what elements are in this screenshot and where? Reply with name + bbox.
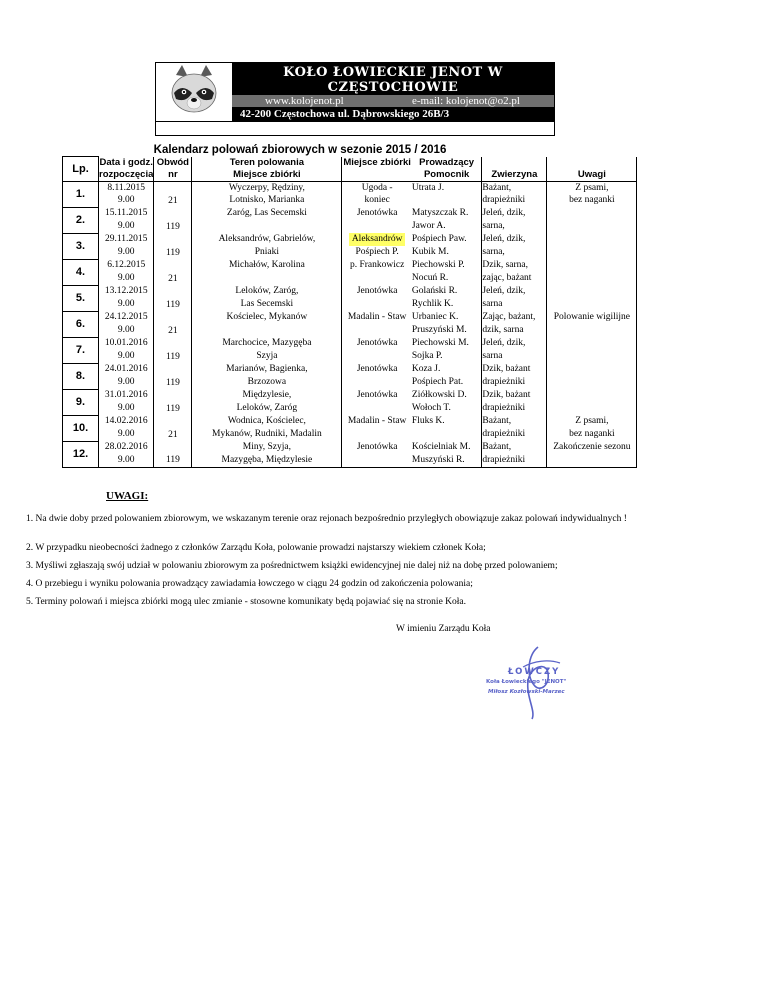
row-miejsce-line1: Jenotówka <box>356 442 398 452</box>
email-link[interactable]: e-mail: kolojenot@o2.pl <box>412 95 520 107</box>
row-teren <box>192 363 342 389</box>
row-time-value: 9.00 <box>117 324 135 335</box>
table-row <box>63 415 637 441</box>
row-pomocnik-line2: Pruszyński M. <box>411 324 467 335</box>
row-zwierzyna <box>482 285 547 311</box>
row-teren-line1: Kościelec, Mykanów <box>226 312 308 322</box>
row-time-value: 9.00 <box>117 220 135 231</box>
table-row <box>63 233 637 259</box>
calendar-title: Kalendarz polowań zbiorowych w sezonie 2015 / 2016 <box>153 144 447 156</box>
row-date <box>99 415 154 441</box>
row-miejsce-line1: Madalin - Staw <box>347 312 407 322</box>
note-1: 1. Na dwie doby przed polowaniem zbiorowym, we wskazanym terenie oraz rejonach bezpośrednio przyległych obowiązuje zakaz polowań indywidualnych ! <box>26 514 627 524</box>
row-uwagi <box>547 389 637 415</box>
row-uwagi <box>547 441 637 467</box>
header-date <box>99 157 154 182</box>
row-zwierzyna-line1: Jeleń, dzik, <box>482 234 526 244</box>
row-teren-line2: Szyja <box>256 350 278 361</box>
table-header-row <box>63 157 637 182</box>
row-miejsce <box>342 337 412 363</box>
row-zwierzyna-line1: Bażant, <box>482 182 512 193</box>
row-teren-line1: Aleksandrów, Gabrielów, <box>218 234 316 244</box>
row-pomocnik-line2: Nocuń R. <box>411 272 449 283</box>
row-obwod: 21 <box>154 181 192 207</box>
row-teren <box>192 311 342 337</box>
row-obwod: 119 <box>154 233 192 259</box>
row-prowadzacy-line1: Matyszczak R. <box>411 208 469 218</box>
table-row <box>63 337 637 363</box>
row-date-value: 14.02.2016 <box>104 416 148 426</box>
row-lp: 6. <box>63 311 99 337</box>
header-teren-line1: Teren polowania <box>229 156 305 168</box>
row-zwierzyna-line1: Jeleń, dzik, <box>482 338 526 348</box>
row-teren <box>192 181 342 207</box>
row-uwagi <box>547 415 637 441</box>
row-obwod: 119 <box>154 207 192 233</box>
table-row <box>63 389 637 415</box>
row-miejsce-line1: p. Frankowicz <box>349 260 405 270</box>
row-time-value: 9.00 <box>117 376 135 387</box>
row-obwod: 119 <box>154 337 192 363</box>
row-miejsce <box>342 207 412 233</box>
row-zwierzyna-line2: sarna, <box>482 220 505 231</box>
row-lp: 2. <box>63 207 99 233</box>
club-title-line2: CZĘSTOCHOWIE <box>327 80 459 95</box>
row-prowadzacy-line1: Kościelniak M. <box>411 442 471 452</box>
row-date-value: 29.11.2015 <box>104 234 148 244</box>
hunt-calendar-table <box>62 156 637 468</box>
row-pomocnik-line2: Wołoch T. <box>411 402 451 413</box>
note-5: 5. Terminy polowań i miejsca zbiórki mogą ulec zmianie - stosowne komunikaty będą pojawiać się na stronie Koła. <box>26 597 467 607</box>
row-zwierzyna-line2: drapieżniki <box>482 376 526 387</box>
row-miejsce-line1: Ugoda - <box>361 182 393 193</box>
row-zwierzyna-line1: Bażant, <box>482 416 512 426</box>
row-date-value: 10.01.2016 <box>104 338 148 348</box>
row-zwierzyna-line2: sarna, <box>482 246 505 257</box>
header-zwierzyna-line: Zwierzyna <box>491 168 538 180</box>
row-miejsce-line1: Aleksandrów <box>349 233 406 246</box>
row-lp: 12. <box>63 441 99 467</box>
row-zwierzyna <box>482 181 547 207</box>
row-teren <box>192 415 342 441</box>
header-zwierzyna <box>482 157 547 182</box>
row-teren-line1: Miny, Szyja, <box>242 442 291 452</box>
row-lp: 4. <box>63 259 99 285</box>
row-miejsce <box>342 441 412 467</box>
row-uwagi-line1: Zakończenie sezonu <box>553 442 631 452</box>
row-teren-line2: Leloków, Zaróg <box>236 402 298 413</box>
row-uwagi-line1: Z psami, <box>575 182 609 193</box>
row-uwagi <box>547 207 637 233</box>
header-prow-line1: Prowadzący <box>419 156 475 168</box>
row-miejsce-line1: Jenotówka <box>356 364 398 374</box>
row-zwierzyna-line1: Zając, bażant, <box>482 312 536 322</box>
signature-caption: W imieniu Zarządu Koła <box>396 624 491 634</box>
table-row <box>63 311 637 337</box>
row-teren <box>192 441 342 467</box>
row-prowadzacy <box>412 207 482 233</box>
table-row <box>63 441 637 467</box>
row-obwod: 119 <box>154 389 192 415</box>
stamp-name: Miłosz Kozłowski-Marzec <box>488 689 565 695</box>
row-obwod: 21 <box>154 415 192 441</box>
club-title-line1: KOŁO ŁOWIECKIE JENOT W <box>283 65 503 80</box>
row-date <box>99 207 154 233</box>
header-bottom-strip <box>156 121 554 135</box>
row-uwagi-line1: Polowanie wigilijne <box>553 312 631 322</box>
row-zwierzyna-line2: drapieżniki <box>482 428 526 439</box>
row-prowadzacy <box>412 415 482 441</box>
row-uwagi <box>547 259 637 285</box>
row-obwod: 21 <box>154 311 192 337</box>
row-miejsce <box>342 363 412 389</box>
table-row <box>63 285 637 311</box>
row-prowadzacy-line1: Piechowski M. <box>411 338 469 348</box>
row-teren-line1: Międzylesie, <box>242 390 292 400</box>
row-zwierzyna <box>482 233 547 259</box>
row-miejsce <box>342 259 412 285</box>
row-zwierzyna-line2: zając, bażant <box>482 272 532 283</box>
row-miejsce-line1: Jenotówka <box>356 208 398 218</box>
row-uwagi-line2: bez naganki <box>569 428 615 439</box>
row-lp: 8. <box>63 363 99 389</box>
row-zwierzyna-line1: Jeleń, dzik, <box>482 208 526 218</box>
row-zwierzyna <box>482 415 547 441</box>
header-uwagi-line: Uwagi <box>577 168 606 180</box>
row-uwagi <box>547 337 637 363</box>
row-prowadzacy <box>412 233 482 259</box>
row-time-value: 9.00 <box>117 454 135 465</box>
website-link[interactable]: www.kolojenot.pl <box>265 95 344 107</box>
header-miejsce-line1: Miejsce zbiórki <box>343 156 411 168</box>
row-date <box>99 441 154 467</box>
header-date-line1: Data i godz. <box>99 156 153 168</box>
row-zwierzyna-line1: Dzik, sarna, <box>482 260 529 270</box>
row-prowadzacy-line1: Pośpiech Paw. <box>411 234 467 244</box>
row-date <box>99 233 154 259</box>
official-stamp <box>468 645 618 720</box>
table-row <box>63 259 637 285</box>
row-miejsce <box>342 181 412 207</box>
row-teren-line1: Leloków, Zaróg, <box>235 286 299 296</box>
row-pomocnik-line2: Kubik M. <box>411 246 449 257</box>
row-uwagi <box>547 285 637 311</box>
contact-bar <box>232 95 554 107</box>
row-time-value: 9.00 <box>117 195 135 205</box>
row-lp: 3. <box>63 233 99 259</box>
row-miejsce <box>342 389 412 415</box>
row-teren-line1: Wyczerpy, Rędziny, <box>228 182 305 193</box>
note-4: 4. O przebiegu i wyniku polowania prowadzący zawiadamia łowczego w ciągu 24 godzin od zakończenia polowania; <box>26 579 473 589</box>
note-3: 3. Myśliwi zgłaszają swój udział w polowaniu zbiorowym za pośrednictwem książki ewidencyjnej nie dalej niż na dobę przed polowaniem; <box>26 561 558 571</box>
row-zwierzyna-line2: dzik, sarna <box>482 324 524 335</box>
row-zwierzyna-line1: Dzik, bażant <box>482 390 531 400</box>
header-lp: Lp. <box>63 157 99 182</box>
row-miejsce-line1: Jenotówka <box>356 286 398 296</box>
row-zwierzyna-line2: sarna <box>482 298 503 309</box>
row-obwod: 119 <box>154 441 192 467</box>
row-time-value: 9.00 <box>117 428 135 439</box>
raccoon-dog-icon <box>156 63 232 121</box>
row-pomocnik-line2: Pośpiech Pat. <box>411 376 464 387</box>
row-teren <box>192 259 342 285</box>
row-date-value: 24.12.2015 <box>104 312 148 322</box>
row-zwierzyna <box>482 337 547 363</box>
row-date-value: 15.11.2015 <box>104 208 148 218</box>
row-uwagi <box>547 181 637 207</box>
row-date-value: 8.11.2015 <box>107 182 146 193</box>
row-obwod: 119 <box>154 285 192 311</box>
row-zwierzyna-line2: drapieżniki <box>482 402 526 413</box>
row-prowadzacy-line1: Piechowski P. <box>411 260 465 270</box>
table-row <box>63 207 637 233</box>
row-prowadzacy <box>412 337 482 363</box>
row-time-value: 9.00 <box>117 350 135 361</box>
row-date <box>99 363 154 389</box>
row-zwierzyna-line2: drapieżniki <box>482 195 526 205</box>
row-zwierzyna-line2: drapieżniki <box>482 454 526 465</box>
row-date-value: 13.12.2015 <box>104 286 148 296</box>
header-uwagi <box>547 157 637 182</box>
row-zwierzyna <box>482 259 547 285</box>
stamp-club: Koła Łowieckiego "JENOT" <box>486 679 567 685</box>
row-lp: 7. <box>63 337 99 363</box>
row-miejsce <box>342 285 412 311</box>
row-teren-line2: Lotnisko, Marianka <box>229 195 305 205</box>
row-miejsce <box>342 415 412 441</box>
row-prowadzacy <box>412 181 482 207</box>
row-lp: 5. <box>63 285 99 311</box>
row-date <box>99 285 154 311</box>
club-header <box>155 62 555 136</box>
row-zwierzyna-line1: Dzik, bażant <box>482 364 531 374</box>
row-lp: 9. <box>63 389 99 415</box>
row-obwod: 119 <box>154 363 192 389</box>
row-prowadzacy <box>412 285 482 311</box>
row-zwierzyna <box>482 207 547 233</box>
row-date <box>99 181 154 207</box>
row-teren-line2: Pniaki <box>254 246 280 257</box>
row-prowadzacy <box>412 441 482 467</box>
row-prowadzacy-line1: Ziółkowski D. <box>411 390 467 400</box>
row-uwagi <box>547 233 637 259</box>
header-obwod-line2: nr <box>168 168 178 180</box>
club-title <box>232 63 554 97</box>
row-miejsce-line1: Jenotówka <box>356 338 398 348</box>
row-lp: 1. <box>63 181 99 207</box>
row-zwierzyna <box>482 389 547 415</box>
row-pomocnik-line2: Muszyński R. <box>411 454 465 465</box>
row-date <box>99 337 154 363</box>
row-date <box>99 311 154 337</box>
row-uwagi <box>547 311 637 337</box>
row-teren <box>192 233 342 259</box>
row-miejsce-line2: Pośpiech P. <box>355 246 399 257</box>
row-teren <box>192 207 342 233</box>
row-teren-line2: Mykanów, Rudniki, Madalin <box>212 428 322 439</box>
row-prowadzacy-line1: Fluks K. <box>411 416 445 426</box>
table-row <box>63 181 637 207</box>
row-date-value: 6.12.2015 <box>107 260 146 270</box>
row-prowadzacy <box>412 311 482 337</box>
row-pomocnik-line2: Jawor A. <box>411 220 446 231</box>
row-uwagi-line1: Z psami, <box>575 416 609 426</box>
row-prowadzacy-line1: Golański R. <box>411 286 458 296</box>
address: 42-200 Częstochowa ul. Dąbrowskiego 26B/3 <box>232 107 554 121</box>
row-zwierzyna <box>482 363 547 389</box>
row-zwierzyna-line1: Bażant, <box>482 442 512 452</box>
row-teren <box>192 285 342 311</box>
row-date-value: 28.02.2016 <box>104 442 148 452</box>
row-miejsce-line1: Jenotówka <box>356 390 398 400</box>
row-time-value: 9.00 <box>117 298 135 309</box>
row-time-value: 9.00 <box>117 402 135 413</box>
row-prowadzacy-line1: Urbaniec K. <box>411 312 459 322</box>
row-uwagi <box>547 363 637 389</box>
header-obwod-line1: Obwód <box>156 156 189 168</box>
row-date-value: 31.01.2016 <box>104 390 148 400</box>
row-miejsce <box>342 311 412 337</box>
row-teren-line1: Marchocice, Mazygęba <box>222 338 312 348</box>
row-prowadzacy <box>412 389 482 415</box>
row-pomocnik-line2: Sojka P. <box>411 350 443 361</box>
row-date <box>99 259 154 285</box>
row-time-value: 9.00 <box>117 272 135 283</box>
table-row <box>63 363 637 389</box>
row-teren-line2: Mazygęba, Międzylesie <box>221 454 313 465</box>
header-teren-line2: Miejsce zbiórki <box>233 168 301 180</box>
note-2: 2. W przypadku nieobecności żadnego z członków Zarządu Koła, polowanie prowadzi najstarszy wiekiem członek Koła; <box>26 543 486 553</box>
row-time-value: 9.00 <box>117 246 135 257</box>
row-prowadzacy <box>412 259 482 285</box>
row-prowadzacy-line1: Koza J. <box>411 364 441 374</box>
header-prow-line2: Pomocnik <box>423 168 470 180</box>
row-pomocnik-line2: Rychlik K. <box>411 298 454 309</box>
header-date-line2: rozpoczęcia <box>99 168 154 180</box>
row-miejsce-line2: koniec <box>364 195 390 205</box>
header-obwod <box>154 157 192 182</box>
row-zwierzyna-line1: Jeleń, dzik, <box>482 286 526 296</box>
stamp-title: ŁOWCZY <box>508 667 561 677</box>
row-teren <box>192 389 342 415</box>
row-uwagi-line2: bez naganki <box>569 195 615 205</box>
row-teren-line2: Las Secemski <box>240 298 294 309</box>
row-teren-line2: Brzozowa <box>247 376 287 387</box>
row-prowadzacy-line1: Utrata J. <box>411 182 445 193</box>
notes-heading: UWAGI: <box>106 490 149 502</box>
row-date-value: 24.01.2016 <box>104 364 148 374</box>
header-miejsce <box>342 157 412 182</box>
row-teren-line1: Michałów, Karolina <box>228 260 305 270</box>
row-lp: 10. <box>63 415 99 441</box>
row-miejsce-line1: Madalin - Staw <box>347 416 407 426</box>
row-teren <box>192 337 342 363</box>
header-prowadzacy <box>412 157 482 182</box>
row-teren-line1: Zaróg, Las Secemski <box>226 208 307 218</box>
row-obwod: 21 <box>154 259 192 285</box>
row-teren-line1: Wodnica, Kościelec, <box>227 416 306 426</box>
row-prowadzacy <box>412 363 482 389</box>
row-zwierzyna <box>482 311 547 337</box>
row-zwierzyna-line2: sarna <box>482 350 503 361</box>
row-miejsce <box>342 233 412 259</box>
row-teren-line1: Marianów, Bagienka, <box>226 364 308 374</box>
row-zwierzyna <box>482 441 547 467</box>
row-date <box>99 389 154 415</box>
header-teren <box>192 157 342 182</box>
